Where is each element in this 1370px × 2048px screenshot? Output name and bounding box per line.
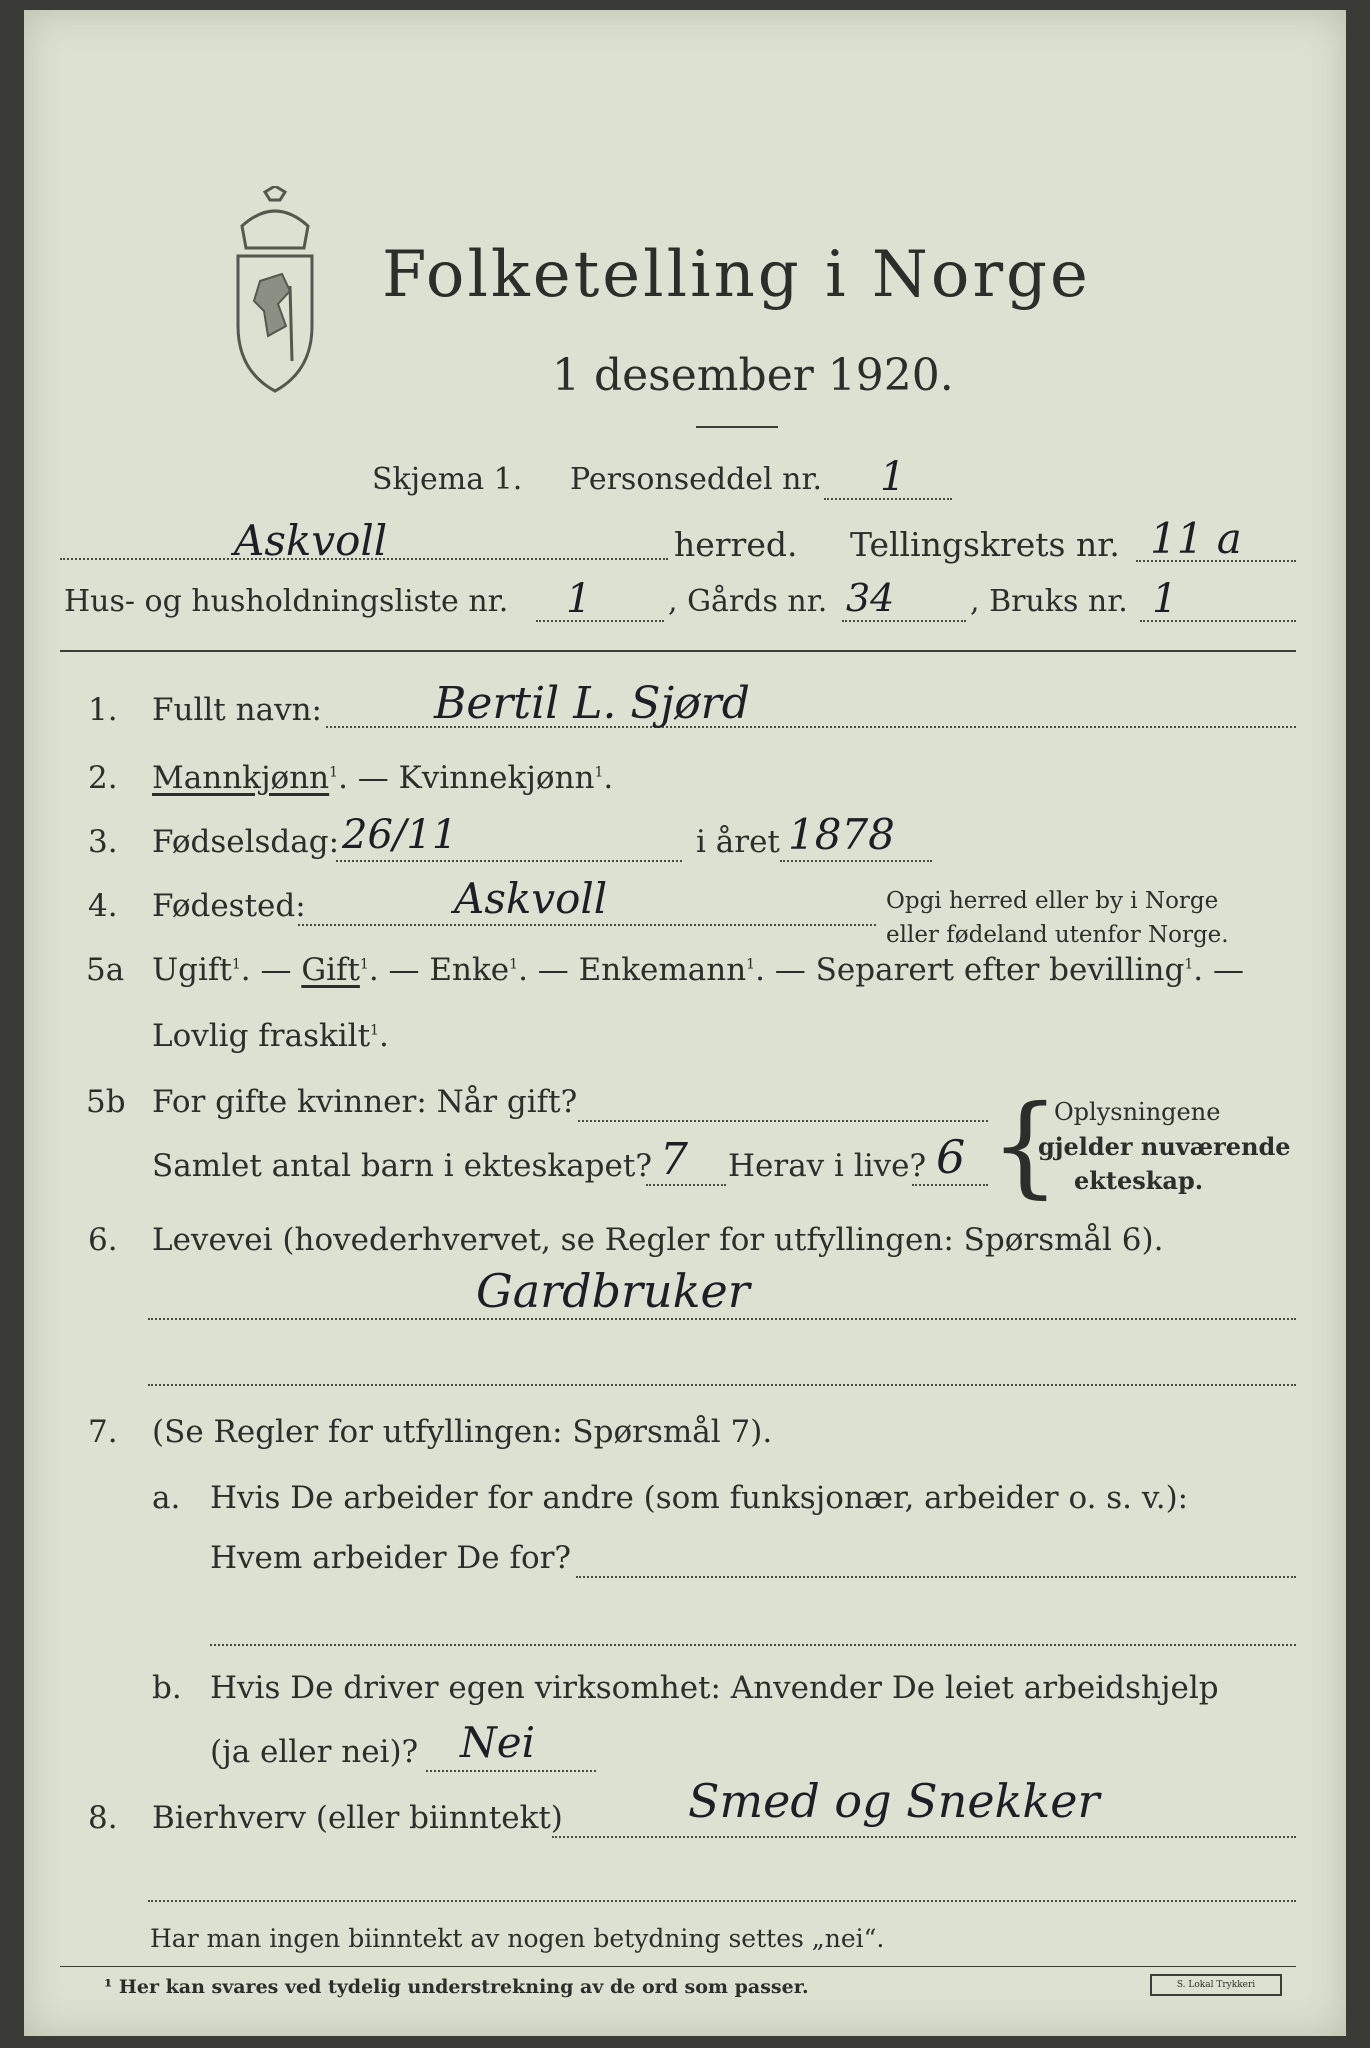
- q5a-options: Ugift$^1$. — Gift$^1$. — Enke$^1$. — Enkemann$^1$. — Separert efter bevilling$^1$. —: [152, 952, 1244, 988]
- form-title: Folketelling i Norge: [382, 238, 1091, 312]
- bruks-label: , Bruks nr.: [970, 584, 1128, 619]
- q7-label: (Se Regler for utfyllingen: Spørsmål 7).: [152, 1414, 773, 1450]
- q5b-label2: Samlet antal barn i ekteskapet?: [152, 1148, 652, 1184]
- husliste-label: Hus- og husholdningsliste nr.: [64, 584, 509, 619]
- q3-year-label: i året: [696, 824, 780, 860]
- tellingskrets-value[interactable]: 11 a: [1150, 514, 1242, 563]
- q8-label: Bierhverv (eller biinntekt): [152, 1800, 563, 1836]
- q1-number: 1.: [88, 692, 118, 728]
- q2-options: Mannkjønn$^1$. — Kvinnekjønn$^1$.: [152, 760, 614, 796]
- q5b-note2: gjelder nuværende: [1038, 1132, 1291, 1161]
- q7b-label2: (ja eller nei)?: [210, 1734, 419, 1770]
- printer-stamp: S. Lokal Trykkeri: [1150, 1974, 1282, 1996]
- no-income-note: Har man ingen biinntekt av nogen betydning settes „nei“.: [150, 1924, 885, 1953]
- q7b-value[interactable]: Nei: [460, 1718, 536, 1767]
- q5a-lovlig[interactable]: Lovlig fraskilt: [152, 1018, 371, 1054]
- q4-value[interactable]: Askvoll: [454, 874, 608, 923]
- herred-value[interactable]: Askvoll: [234, 516, 388, 565]
- q4-number: 4.: [88, 888, 118, 924]
- q4-note-line2: eller fødeland utenfor Norge.: [886, 922, 1229, 948]
- footnote: ¹ Her kan svares ved tydelig understrekning av de ord som passer.: [104, 1976, 809, 1998]
- schema-label: Skjema 1.: [372, 462, 523, 497]
- q7a-label2: Hvem arbeider De for?: [210, 1540, 572, 1576]
- q7b-label1: Hvis De driver egen virksomhet: Anvender De leiet arbeidshjelp: [210, 1670, 1219, 1706]
- gards-line: [842, 620, 966, 622]
- footnote-rule: [60, 1966, 1296, 1967]
- q5a-gift[interactable]: Gift: [301, 952, 360, 988]
- gards-value[interactable]: 34: [846, 576, 895, 620]
- q4-line: [298, 924, 876, 926]
- q3-number: 3.: [88, 824, 118, 860]
- q3-value[interactable]: 26/11: [342, 812, 458, 858]
- q7b-line: [426, 1770, 596, 1772]
- q4-note-line1: Opgi herred eller by i Norge: [886, 888, 1219, 914]
- q5b-live-value[interactable]: 6: [936, 1130, 966, 1184]
- tellingskrets-label: Tellingskrets nr.: [850, 525, 1120, 564]
- census-form-sheet: [24, 10, 1346, 2036]
- q5a-separert[interactable]: Separert efter bevilling: [815, 952, 1185, 988]
- q2-male[interactable]: Mannkjønn: [152, 760, 330, 796]
- q1-value[interactable]: Bertil L. Sjørd: [434, 678, 750, 729]
- q5b-label1: For gifte kvinner: Når gift?: [152, 1084, 578, 1120]
- q5b-barn-value[interactable]: 7: [660, 1134, 688, 1185]
- q3-year-value[interactable]: 1878: [788, 810, 895, 859]
- q5a-enke[interactable]: Enke: [429, 952, 510, 988]
- gards-label: , Gårds nr.: [668, 584, 828, 619]
- census-date: 1 desember 1920.: [552, 350, 954, 401]
- q8-line1: [552, 1836, 1296, 1838]
- q3-year-line: [780, 860, 932, 862]
- q1-label: Fullt navn:: [152, 692, 322, 728]
- coat-of-arms-icon: [220, 186, 330, 396]
- q8-value[interactable]: Smed og Snekker: [688, 1774, 1100, 1828]
- q5b-brace: {: [990, 1081, 1060, 1209]
- q5b-note1: Oplysningene: [1054, 1098, 1221, 1126]
- q5a-lovlig-line: Lovlig fraskilt$^1$.: [152, 1018, 389, 1054]
- title-divider: [696, 426, 778, 428]
- q8-number: 8.: [88, 1800, 118, 1836]
- q5a-enkemann[interactable]: Enkemann: [578, 952, 747, 988]
- q7-number: 7.: [88, 1414, 118, 1450]
- q6-label: Levevei (hovederhvervet, se Regler for utfyllingen: Spørsmål 6).: [152, 1222, 1164, 1258]
- q3-label: Fødselsdag:: [152, 824, 340, 860]
- q2-separator: . —: [338, 760, 399, 796]
- header-rule: [60, 650, 1296, 652]
- q5b-live-line: [912, 1184, 988, 1186]
- q2-female[interactable]: Kvinnekjønn: [398, 760, 595, 796]
- q4-label: Fødested:: [152, 888, 306, 924]
- q7b-number: b.: [152, 1670, 182, 1706]
- q8-line2: [148, 1900, 1296, 1902]
- q5b-note3: ekteskap.: [1074, 1166, 1204, 1195]
- q6-number: 6.: [88, 1222, 118, 1258]
- q7a-number: a.: [152, 1480, 181, 1516]
- q6-line1: [148, 1318, 1296, 1320]
- q6-line2: [148, 1384, 1296, 1386]
- q3-line: [336, 860, 682, 862]
- q5b-gift-line: [578, 1120, 988, 1122]
- bruks-value[interactable]: 1: [1152, 576, 1178, 622]
- herred-label: herred.: [674, 525, 798, 564]
- q7a-label1: Hvis De arbeider for andre (som funksjonær, arbeider o. s. v.):: [210, 1480, 1189, 1516]
- q2-number: 2.: [88, 760, 118, 796]
- q5a-number: 5a: [86, 952, 125, 988]
- personseddel-value[interactable]: 1: [880, 454, 906, 500]
- husliste-value[interactable]: 1: [566, 576, 592, 622]
- q6-value[interactable]: Gardbruker: [476, 1264, 750, 1318]
- husliste-line: [536, 620, 664, 622]
- q5b-number: 5b: [86, 1084, 126, 1120]
- q5a-ugift[interactable]: Ugift: [152, 952, 232, 988]
- q7a-line2: [210, 1644, 1296, 1646]
- q7a-line1: [576, 1576, 1296, 1578]
- personseddel-label: Personseddel nr.: [570, 462, 823, 497]
- q5b-label3: Herav i live?: [728, 1148, 927, 1184]
